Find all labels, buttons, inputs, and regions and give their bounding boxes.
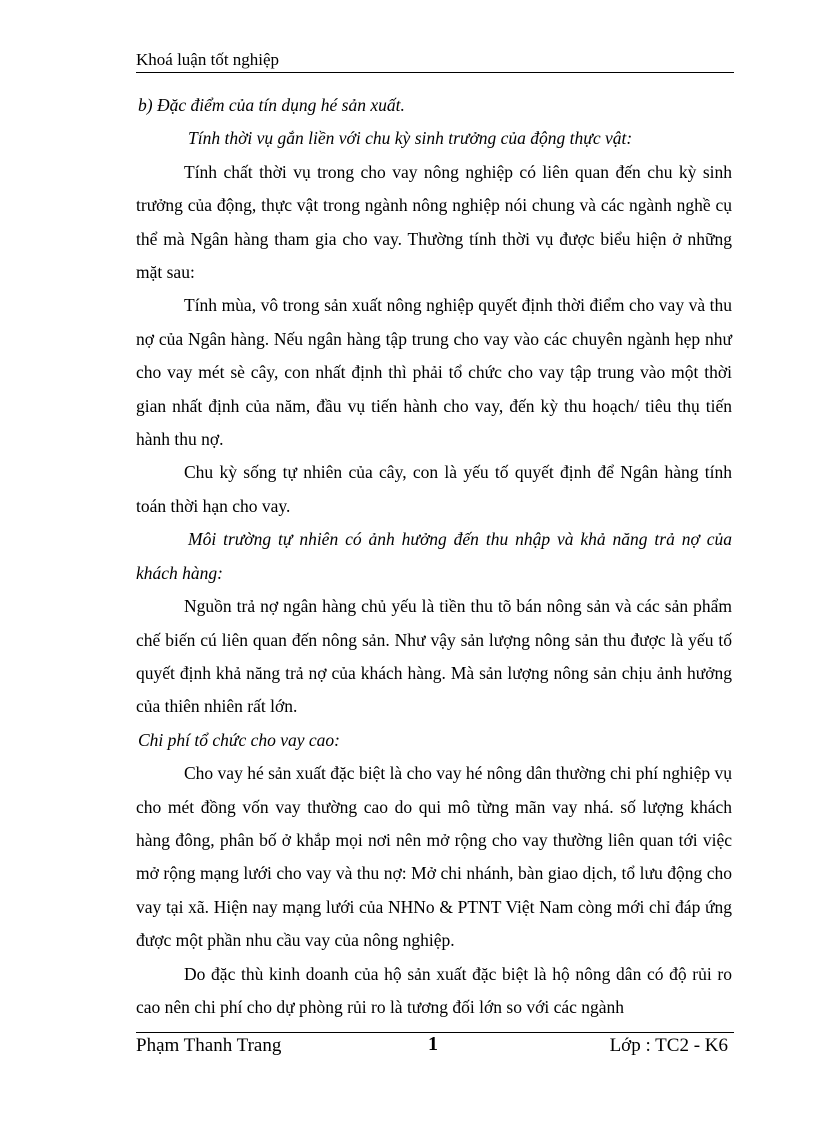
page-header-title: Khoá luận tốt nghiệp bbox=[136, 50, 280, 69]
paragraph-environment: Nguồn trả nợ ngân hàng chủ yếu là tiền thu tõ bán nông sản và các sản phẩm chế biến cú liên quan đến nông sản. Như vậy sản lượng nông sản thu được là yếu tố quyết định khả năng trả nợ của khách hàng. Mà sản lượng nông sản chịu ảnh hưởng của thiên nhiên rất lớn. bbox=[136, 596, 732, 717]
section-heading: b) Đặc điểm của tín dụng hé sản xuất. bbox=[138, 95, 405, 115]
footer-class-label: Lớp : TC2 - K6 bbox=[609, 1035, 728, 1056]
sub-heading-seasonality: Tính thời vụ gắn liền với chu kỳ sinh trưởng của động thực vật: bbox=[188, 128, 633, 149]
paragraph-seasonality-season: Tính mùa, vô trong sản xuất nông nghiệp quyết định thời điểm cho vay và thu nợ của Ngân hàng. Nếu ngân hàng tập trung cho vay vào các chuyên ngành hẹp như cho vay mét sè cây, con nhất định thì phải tổ chức cho vay tập trung vào một thời gian nhất định của năm, đầu vụ tiến hành cho vay, đến kỳ thu hoạch/ tiêu thụ tiến hành thu nợ. bbox=[136, 295, 732, 450]
sub-heading-environment: Môi trường tự nhiên có ảnh hưởng đến thu nhập và khả năng trả nợ của khách hàng: bbox=[136, 529, 732, 583]
paragraph-seasonality-cycle: Chu kỳ sống tự nhiên của cây, con là yếu tố quyết định để Ngân hàng tính toán thời hạn cho vay. bbox=[136, 462, 732, 516]
header-divider bbox=[136, 72, 734, 73]
page-number: 1 bbox=[428, 1033, 438, 1055]
footer-author: Phạm Thanh Trang bbox=[136, 1035, 282, 1056]
paragraph-risk: Do đặc thù kinh doanh của hộ sản xuất đặc biệt là hộ nông dân có độ rủi ro cao nên chi phí cho dự phòng rủi ro là tương đối lớn so với các ngành bbox=[136, 963, 732, 1017]
document-body bbox=[136, 89, 732, 1024]
paragraph-seasonality-intro: Tính chất thời vụ trong cho vay nông nghiệp có liên quan đến chu kỳ sinh trưởng của động, thực vật trong ngành nông nghiệp nói chung và các ngành nghề cụ thể mà Ngân hàng tham gia cho vay. Thường tính thời vụ được biểu hiện ở những mặt sau: bbox=[136, 161, 732, 283]
paragraph-cost: Cho vay hé sản xuất đặc biệt là cho vay hé nông dân thường chi phí nghiệp vụ cho mét đồng vốn vay thường cao do qui mô từng mãn vay nhá. số lượng khách hàng đông, phân bố ở khắp mọi nơi nên mở rộng cho vay thường liên quan tới việc mở rộng mạng lưới cho vay và thu nợ: Mở chi nhánh, bàn giao dịch, tổ lưu động cho vay tại xã. Hiện nay mạng lưới của NHNo & PTNT Việt Nam còng mới chỉ đáp ứng được một phần nhu cầu vay của nông nghiệp. bbox=[136, 763, 732, 951]
sub-heading-cost: Chi phí tổ chức cho vay cao: bbox=[138, 729, 340, 750]
